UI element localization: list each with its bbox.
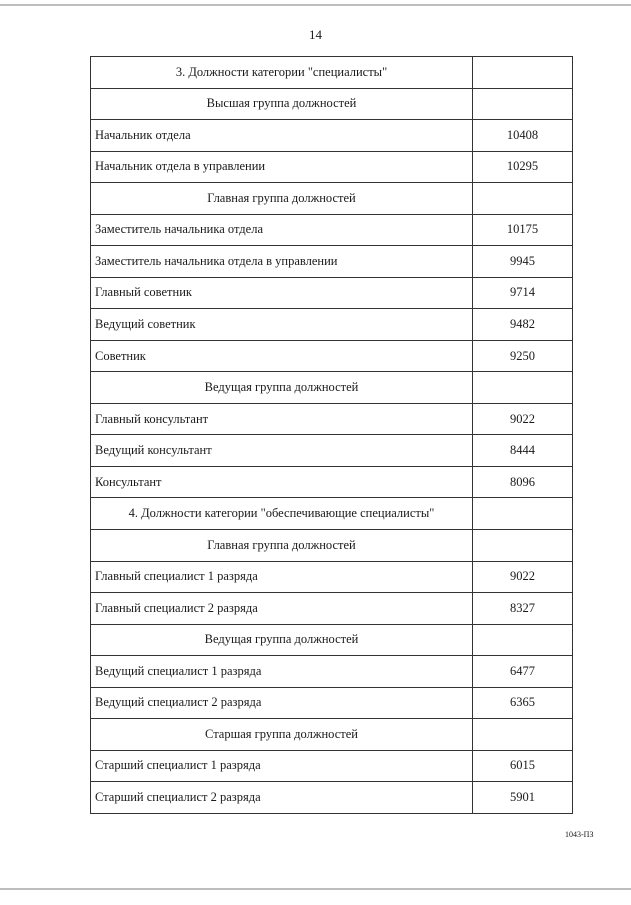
table-section-row: [91, 624, 573, 656]
position-name-cell: Ведущий советник: [91, 309, 473, 341]
table-row: [91, 309, 573, 341]
section-heading-cell: Главная группа должностей: [91, 183, 473, 215]
table-section-row: [91, 719, 573, 751]
salary-table: [90, 56, 573, 814]
table-row: [91, 246, 573, 278]
table-section-row: [91, 498, 573, 530]
salary-value-cell: [473, 498, 573, 530]
salary-value-cell: 6477: [473, 656, 573, 688]
position-name-cell: Ведущий специалист 2 разряда: [91, 687, 473, 719]
salary-value-cell: 10175: [473, 214, 573, 246]
position-name-cell: Заместитель начальника отдела в управлении: [91, 246, 473, 278]
salary-value-cell: [473, 88, 573, 120]
table-section-row: [91, 372, 573, 404]
table-row: [91, 656, 573, 688]
salary-table-body: [91, 57, 573, 814]
salary-value-cell: 9022: [473, 561, 573, 593]
salary-value-cell: 6365: [473, 687, 573, 719]
salary-value-cell: 9482: [473, 309, 573, 341]
salary-value-cell: 8096: [473, 466, 573, 498]
salary-value-cell: 8327: [473, 593, 573, 625]
table-section-row: [91, 183, 573, 215]
position-name-cell: Главный консультант: [91, 403, 473, 435]
table-row: [91, 593, 573, 625]
table-row: [91, 435, 573, 467]
position-name-cell: Консультант: [91, 466, 473, 498]
table-row: [91, 687, 573, 719]
salary-value-cell: 8444: [473, 435, 573, 467]
document-code: 1043-ПЗ: [565, 830, 594, 839]
salary-value-cell: 10295: [473, 151, 573, 183]
table-row: [91, 403, 573, 435]
table-row: [91, 277, 573, 309]
section-heading-cell: 3. Должности категории "специалисты": [91, 57, 473, 89]
position-name-cell: Старший специалист 1 разряда: [91, 750, 473, 782]
salary-value-cell: 6015: [473, 750, 573, 782]
position-name-cell: Главный специалист 1 разряда: [91, 561, 473, 593]
position-name-cell: Начальник отдела в управлении: [91, 151, 473, 183]
scan-artifact-top: [0, 4, 631, 6]
position-name-cell: Начальник отдела: [91, 120, 473, 152]
table-row: [91, 561, 573, 593]
table-section-row: [91, 529, 573, 561]
salary-value-cell: 9945: [473, 246, 573, 278]
table-section-row: [91, 57, 573, 89]
salary-value-cell: [473, 372, 573, 404]
position-name-cell: Главный советник: [91, 277, 473, 309]
position-name-cell: Старший специалист 2 разряда: [91, 782, 473, 814]
position-name-cell: Ведущий консультант: [91, 435, 473, 467]
table-row: [91, 466, 573, 498]
section-heading-cell: Высшая группа должностей: [91, 88, 473, 120]
salary-value-cell: [473, 624, 573, 656]
position-name-cell: Ведущий специалист 1 разряда: [91, 656, 473, 688]
salary-value-cell: [473, 529, 573, 561]
salary-value-cell: 10408: [473, 120, 573, 152]
position-name-cell: Заместитель начальника отдела: [91, 214, 473, 246]
table-row: [91, 340, 573, 372]
scan-artifact-bottom: [0, 888, 631, 890]
salary-value-cell: [473, 183, 573, 215]
section-heading-cell: 4. Должности категории "обеспечивающие специалисты": [91, 498, 473, 530]
salary-value-cell: [473, 719, 573, 751]
table-section-row: [91, 88, 573, 120]
salary-value-cell: [473, 57, 573, 89]
section-heading-cell: Ведущая группа должностей: [91, 372, 473, 404]
table-row: [91, 750, 573, 782]
salary-value-cell: 9714: [473, 277, 573, 309]
table-row: [91, 151, 573, 183]
position-name-cell: Советник: [91, 340, 473, 372]
section-heading-cell: Главная группа должностей: [91, 529, 473, 561]
position-name-cell: Главный специалист 2 разряда: [91, 593, 473, 625]
table-row: [91, 120, 573, 152]
salary-value-cell: 9250: [473, 340, 573, 372]
section-heading-cell: Ведущая группа должностей: [91, 624, 473, 656]
salary-value-cell: 9022: [473, 403, 573, 435]
table-row: [91, 214, 573, 246]
page-number: 14: [309, 27, 322, 42]
salary-value-cell: 5901: [473, 782, 573, 814]
section-heading-cell: Старшая группа должностей: [91, 719, 473, 751]
table-row: [91, 782, 573, 814]
